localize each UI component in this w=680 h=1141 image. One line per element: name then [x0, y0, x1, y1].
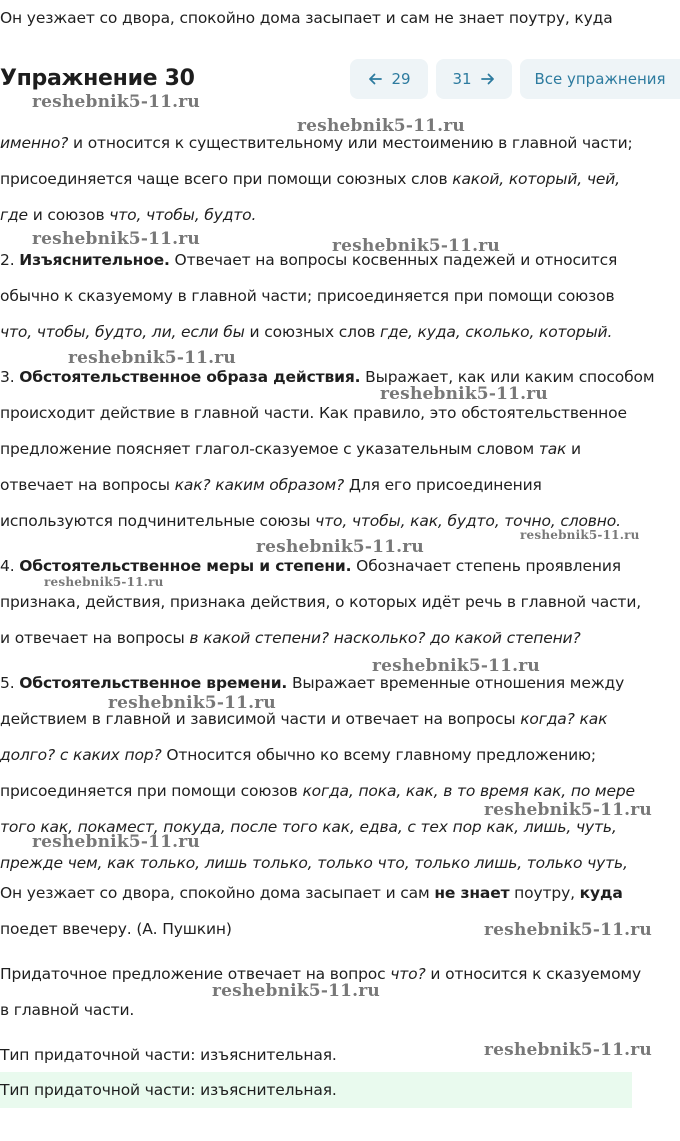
theory-line: обычно к сказуемому в главной части; присоединяется при помощи союзов: [0, 287, 615, 305]
watermark: reshebnik5-11.ru: [484, 920, 652, 940]
watermark: reshebnik5-11.ru: [372, 656, 540, 676]
theory-line: отвечает на вопросы как? каким образом? Для его присоединения: [0, 476, 542, 494]
watermark: reshebnik5-11.ru: [380, 384, 548, 404]
example-line: поедет ввечеру. (А. Пушкин): [0, 920, 232, 938]
example-line: Он уезжает со двора, спокойно дома засыпает и сам не знает поутру, куда: [0, 884, 623, 902]
theory-line: именно? и относится к существительному или местоимению в главной части;: [0, 134, 633, 152]
watermark: reshebnik5-11.ru: [520, 528, 640, 542]
watermark: reshebnik5-11.ru: [332, 236, 500, 256]
theory-line: признака, действия, признака действия, о которых идёт речь в главной части,: [0, 593, 642, 611]
arrow-left-icon: [367, 71, 383, 87]
watermark: reshebnik5-11.ru: [484, 800, 652, 820]
watermark: reshebnik5-11.ru: [32, 832, 200, 852]
text-line-top: Он уезжает со двора, спокойно дома засыпает и сам не знает поутру, куда: [0, 9, 613, 27]
theory-line: используются подчинительные союзы что, чтобы, как, будто, точно, словно.: [0, 512, 621, 530]
all-exercises-label: Все упражнения: [534, 70, 666, 88]
watermark: reshebnik5-11.ru: [68, 348, 236, 368]
type-line: Тип придаточной части: изъяснительная.: [0, 1046, 337, 1064]
theory-line: присоединяется чаще всего при помощи союзных слов какой, который, чей,: [0, 170, 620, 188]
next-exercise-button[interactable]: [436, 59, 512, 99]
theory-line: присоединяется при помощи союзов когда, пока, как, в то время как, по мере: [0, 782, 635, 800]
explanation-line: Придаточное предложение отвечает на вопрос что? и относится к сказуемому: [0, 965, 641, 983]
answer-text: Тип придаточной части: изъяснительная.: [0, 1081, 337, 1099]
arrow-right-icon: [480, 71, 496, 87]
watermark: reshebnik5-11.ru: [108, 693, 276, 713]
theory-line: происходит действие в главной части. Как правило, это обстоятельственное: [0, 404, 627, 422]
theory-line: действием в главной и зависимой части и отвечает на вопросы когда? как: [0, 710, 608, 728]
theory-line: 4. Обстоятельственное меры и степени. Обозначает степень проявления: [0, 557, 621, 575]
theory-line: 2. Изъяснительное. Отвечает на вопросы косвенных падежей и относится: [0, 251, 618, 269]
watermark: reshebnik5-11.ru: [212, 981, 380, 1001]
prev-exercise-label: 29: [391, 70, 411, 88]
theory-line: прежде чем, как только, лишь только, только что, только лишь, только чуть,: [0, 854, 628, 872]
next-exercise-label: 31: [452, 70, 472, 88]
watermark: reshebnik5-11.ru: [256, 537, 424, 557]
theory-line: 3. Обстоятельственное образа действия. Выражает, как или каким способом: [0, 368, 655, 386]
page-title: Упражнение 30: [0, 66, 195, 91]
watermark: reshebnik5-11.ru: [297, 116, 465, 136]
watermark: reshebnik5-11.ru: [484, 1040, 652, 1060]
theory-line: что, чтобы, будто, ли, если бы и союзных слов где, куда, сколько, который.: [0, 323, 613, 341]
all-exercises-button[interactable]: [520, 59, 680, 99]
theory-line: и отвечает на вопросы в какой степени? насколько? до какой степени?: [0, 629, 581, 647]
theory-line: где и союзов что, чтобы, будто.: [0, 206, 257, 224]
explanation-line: в главной части.: [0, 1001, 135, 1019]
watermark: reshebnik5-11.ru: [44, 575, 164, 589]
prev-exercise-button[interactable]: [350, 59, 428, 99]
theory-line: предложение поясняет глагол-сказуемое с указательным словом так и: [0, 440, 581, 458]
watermark: reshebnik5-11.ru: [32, 229, 200, 249]
watermark: reshebnik5-11.ru: [32, 92, 200, 112]
theory-line: долго? с каких пор? Относится обычно ко всему главному предложению;: [0, 746, 596, 764]
theory-line: того как, покамест, покуда, после того как, едва, с тех пор как, лишь, чуть,: [0, 818, 617, 836]
theory-line: 5. Обстоятельственное времени. Выражает временные отношения между: [0, 674, 625, 692]
